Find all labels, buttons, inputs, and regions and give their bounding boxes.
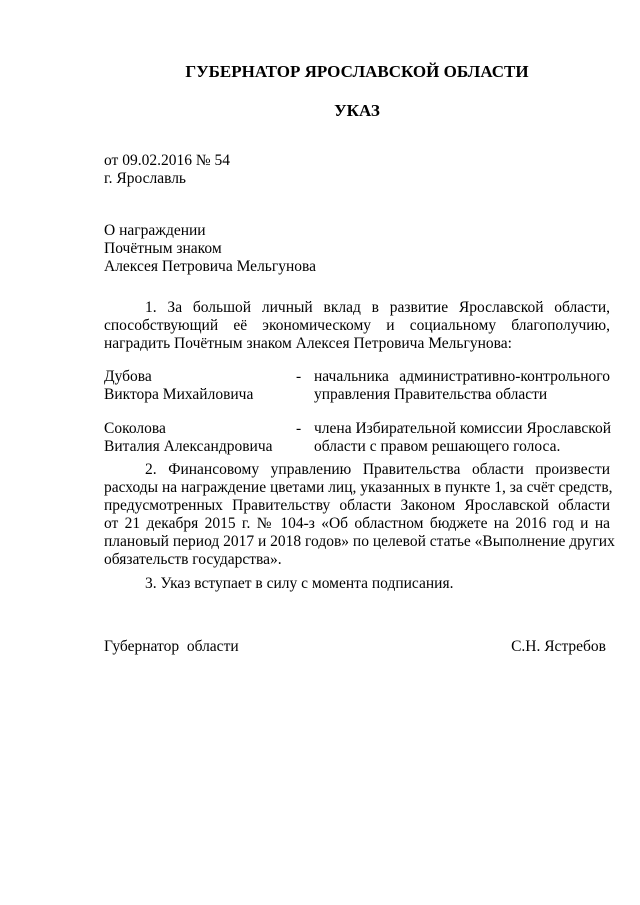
- document-type-heading: УКАЗ: [334, 101, 380, 120]
- clause-2-line: предусмотренных Правительству области Законом Ярославской области: [104, 497, 610, 514]
- awardee-dash: -: [296, 368, 302, 385]
- issuing-authority-heading: ГУБЕРНАТОР ЯРОСЛАВСКОЙ ОБЛАСТИ: [185, 62, 529, 81]
- signatory-name: С.Н. Ястребов: [511, 638, 606, 655]
- clause-1-line: 1. За большой личный вклад в развитие Ярославской области,: [145, 299, 610, 316]
- awardee-dash: -: [296, 420, 302, 437]
- awardee-position-line: управления Правительства области: [314, 386, 548, 403]
- clause-1: [104, 299, 610, 353]
- awardee-position-line: начальника административно-контрольного: [314, 368, 610, 385]
- awardee-given-names: Виктора Михайловича: [104, 386, 254, 403]
- awardee-given-names: Виталия Александровича: [104, 438, 273, 455]
- subject-line: Почётным знаком: [104, 240, 222, 257]
- date-number-line: от 09.02.2016 № 54: [104, 152, 230, 169]
- clause-2-line: 2. Финансовому управлению Правительства области произвести: [145, 461, 610, 478]
- clause-3: [104, 575, 610, 593]
- awardee-position: [314, 420, 610, 456]
- awardee-row: [104, 368, 610, 408]
- awardee-surname: Соколова: [104, 420, 166, 437]
- clause-2-line: обязательств государства».: [104, 551, 282, 568]
- awardee-surname: Дубова: [104, 368, 152, 385]
- signatory-title: Губернатор области: [104, 638, 239, 655]
- clause-2-line: от 21 декабря 2015 г. № 104-з «Об областном бюджете на 2016 год и на: [104, 515, 610, 532]
- signature-block: [104, 638, 610, 658]
- awardee-name: [104, 368, 284, 404]
- subject-line: Алексея Петровича Мельгунова: [104, 258, 317, 275]
- awardee-position: [314, 368, 610, 404]
- document-meta: [104, 152, 610, 188]
- awardee-name: [104, 420, 284, 456]
- clause-1-line: наградить Почётным знаком Алексея Петровича Мельгунова:: [104, 335, 512, 352]
- clause-3-line: 3. Указ вступает в силу с момента подписания.: [145, 575, 454, 592]
- subject-heading: [104, 222, 610, 276]
- subject-line: О награждении: [104, 222, 206, 239]
- clause-2: [104, 461, 615, 569]
- clause-2-line: плановый период 2017 и 2018 годов» по целевой статье «Выполнение других: [104, 533, 615, 550]
- awardee-position-line: члена Избирательной комиссии Ярославской: [314, 420, 611, 437]
- awardee-row: [104, 420, 610, 460]
- awardee-position-line: области с правом решающего голоса.: [314, 438, 561, 455]
- city-line: г. Ярославль: [104, 170, 186, 187]
- clause-1-line: способствующий её экономическому и социальному благополучию,: [104, 317, 610, 334]
- clause-2-line: расходы на награждение цветами лиц, указанных в пункте 1, за счёт средств,: [104, 479, 613, 496]
